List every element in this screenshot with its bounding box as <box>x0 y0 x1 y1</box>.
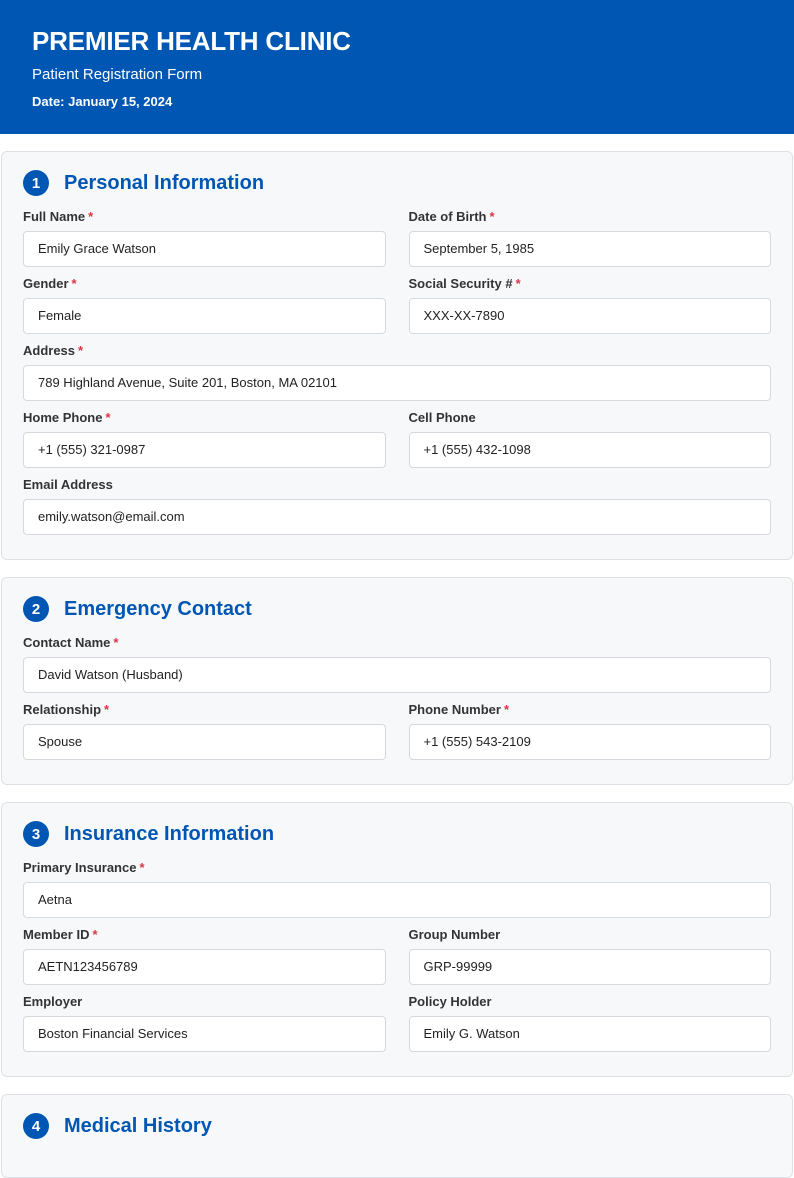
date-of-birth-input[interactable]: September 5, 1985 <box>409 231 772 267</box>
field-full-name <box>23 210 386 267</box>
required-asterisk: * <box>515 276 521 291</box>
gender-input[interactable]: Female <box>23 298 386 334</box>
field-policy-holder <box>409 995 772 1052</box>
field-label <box>409 210 772 224</box>
form-date: Date: January 15, 2024 <box>32 94 173 109</box>
section-header <box>23 595 771 623</box>
field-label <box>409 411 772 425</box>
section-number-badge: 2 <box>23 596 49 622</box>
form-row <box>23 928 771 985</box>
field-label <box>23 636 771 650</box>
form-row <box>23 703 771 760</box>
field-label <box>23 478 771 492</box>
field-social-security <box>409 277 772 334</box>
policy-holder-input[interactable]: Emily G. Watson <box>409 1016 772 1052</box>
clinic-name: PREMIER HEALTH CLINIC <box>32 26 351 56</box>
section-header <box>23 1112 771 1140</box>
field-date-of-birth <box>409 210 772 267</box>
contact-name-input[interactable]: David Watson (Husband) <box>23 657 771 693</box>
section-header <box>23 820 771 848</box>
required-asterisk: * <box>71 276 77 291</box>
required-asterisk: * <box>104 702 110 717</box>
phone-number-input[interactable]: +1 (555) 543-2109 <box>409 724 772 760</box>
field-email-address <box>23 478 771 535</box>
section-title: Emergency Contact <box>64 597 252 620</box>
section-personal-information <box>1 151 793 560</box>
form-sections <box>0 151 794 1178</box>
section-number-badge: 4 <box>23 1113 49 1139</box>
field-label-text: Gender <box>23 276 69 291</box>
field-home-phone <box>23 411 386 468</box>
field-relationship <box>23 703 386 760</box>
field-primary-insurance <box>23 861 771 918</box>
form-row <box>23 478 771 535</box>
primary-insurance-input[interactable]: Aetna <box>23 882 771 918</box>
section-number-badge: 1 <box>23 170 49 196</box>
field-member-id <box>23 928 386 985</box>
field-label-text: Date of Birth <box>408 209 487 224</box>
section-title: Personal Information <box>64 171 265 194</box>
field-label-text: Primary Insurance <box>23 860 137 875</box>
field-label-text: Full Name <box>23 209 86 224</box>
form-row <box>23 344 771 401</box>
member-id-input[interactable]: AETN123456789 <box>23 949 386 985</box>
field-label-text: Member ID <box>23 927 90 942</box>
section-emergency-contact <box>1 577 793 785</box>
form-row <box>23 636 771 693</box>
field-label <box>23 861 771 875</box>
employer-input[interactable]: Boston Financial Services <box>23 1016 386 1052</box>
address-input[interactable]: 789 Highland Avenue, Suite 201, Boston, MA 02101 <box>23 365 771 401</box>
required-asterisk: * <box>105 410 111 425</box>
field-label-text: Group Number <box>408 927 501 942</box>
field-label <box>409 277 772 291</box>
required-asterisk: * <box>113 635 119 650</box>
field-label <box>23 344 771 358</box>
required-asterisk: * <box>489 209 495 224</box>
field-label-text: Home Phone <box>23 410 103 425</box>
form-row <box>23 210 771 267</box>
section-title: Insurance Information <box>64 822 275 845</box>
section-header <box>23 169 771 197</box>
required-asterisk: * <box>78 343 84 358</box>
field-label-text: Address <box>23 343 76 358</box>
field-cell-phone <box>409 411 772 468</box>
group-number-input[interactable]: GRP-99999 <box>409 949 772 985</box>
field-employer <box>23 995 386 1052</box>
field-label-text: Relationship <box>23 702 102 717</box>
required-asterisk: * <box>92 927 98 942</box>
section-medical-history <box>1 1094 793 1178</box>
field-label-text: Email Address <box>23 477 113 492</box>
field-label <box>23 703 386 717</box>
home-phone-input[interactable]: +1 (555) 321-0987 <box>23 432 386 468</box>
form-row <box>23 277 771 334</box>
section-insurance-information <box>1 802 793 1077</box>
field-group-number <box>409 928 772 985</box>
field-address <box>23 344 771 401</box>
form-row <box>23 861 771 918</box>
email-address-input[interactable]: emily.watson@email.com <box>23 499 771 535</box>
form-header <box>0 0 794 134</box>
field-label-text: Contact Name <box>23 635 111 650</box>
field-label-text: Policy Holder <box>408 994 492 1009</box>
required-asterisk: * <box>139 860 145 875</box>
field-label-text: Employer <box>23 994 83 1009</box>
field-contact-name <box>23 636 771 693</box>
form-subtitle: Patient Registration Form <box>32 66 203 83</box>
field-label <box>409 995 772 1009</box>
form-row <box>23 411 771 468</box>
full-name-input[interactable]: Emily Grace Watson <box>23 231 386 267</box>
field-label <box>23 277 386 291</box>
section-number-badge: 3 <box>23 821 49 847</box>
field-label <box>23 411 386 425</box>
field-phone-number <box>409 703 772 760</box>
form-row <box>23 995 771 1052</box>
field-label-text: Cell Phone <box>408 410 476 425</box>
social-security-input[interactable]: XXX-XX-7890 <box>409 298 772 334</box>
section-title: Medical History <box>64 1114 212 1137</box>
required-asterisk: * <box>503 702 510 717</box>
field-gender <box>23 277 386 334</box>
field-label <box>23 210 386 224</box>
field-label <box>23 995 386 1009</box>
relationship-input[interactable]: Spouse <box>23 724 386 760</box>
required-asterisk: * <box>88 209 94 224</box>
field-label <box>409 703 772 717</box>
field-label <box>23 928 386 942</box>
field-label-text: Social Security # <box>408 276 513 291</box>
field-label <box>409 928 772 942</box>
cell-phone-input[interactable]: +1 (555) 432-1098 <box>409 432 772 468</box>
field-label-text: Phone Number <box>408 702 501 717</box>
